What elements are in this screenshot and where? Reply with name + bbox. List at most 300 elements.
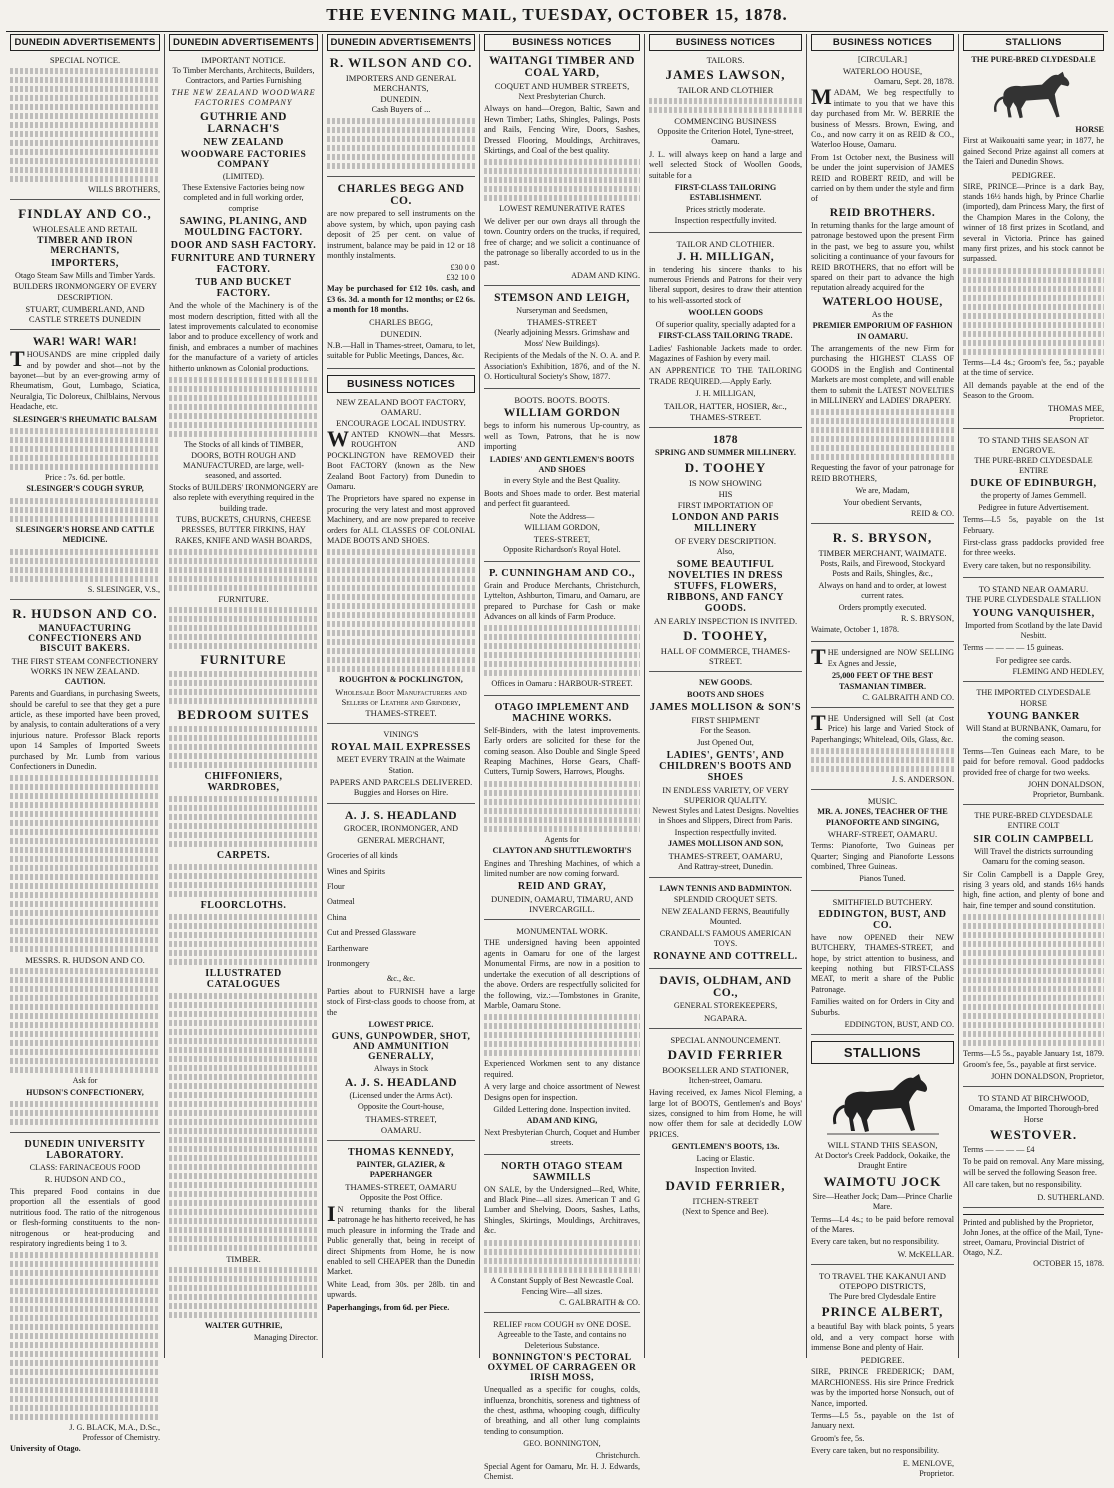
ad-heading: SPECIAL ANNOUNCEMENT. bbox=[670, 1034, 781, 1045]
ad-heading: WATERLOO HOUSE, bbox=[842, 66, 923, 77]
ad-title: WAIMOTU JOCK bbox=[823, 1173, 942, 1189]
ad-kennedy bbox=[327, 1147, 475, 1319]
ad-line: And Rattray-street, Dunedin. bbox=[677, 861, 774, 871]
ad-title: REID BROTHERS. bbox=[829, 206, 936, 219]
ad-line: Cash Buyers of ... bbox=[371, 105, 431, 114]
ad-line: To Timber Merchants, Architects, Builders, Contractors, and Parties Furnishing bbox=[172, 66, 315, 86]
ad-woodware bbox=[169, 55, 318, 1347]
ad-begg bbox=[327, 183, 475, 368]
ad-body: have now OPENED their NEW BUTCHERY, THAMES-STREET, and hope, by strict attention to business, and keeping nothing but FIRST-CLASS MEAT, to merit a share of the Public Patronage. bbox=[811, 932, 954, 994]
ad-title: CHARLES BEGG AND CO. bbox=[337, 183, 465, 208]
section-header: BUSINESS NOTICES bbox=[327, 375, 475, 393]
column-header: BUSINESS NOTICES bbox=[811, 34, 954, 51]
ad-line: Inspection respectfully invited. bbox=[674, 827, 777, 837]
ad-line: FURNITURE bbox=[200, 652, 287, 668]
masthead: THE EVENING MAIL, TUESDAY, OCTOBER 15, 1878. bbox=[326, 5, 788, 24]
ad-sawmills bbox=[484, 1161, 640, 1314]
ad-body: Grain and Produce Merchants, Christchurch, Lyttelton, Ashburton, Timaru, and Oamaru, are prepared to Purchase for Cash or make Advances on all kinds of Farm Produce. bbox=[484, 580, 640, 621]
ad-line: THAMES-STREET, OAMARU bbox=[345, 1181, 457, 1192]
ad-signature: R. S. BRYSON, bbox=[900, 614, 954, 624]
ad-line: FIRST-CLASS TAILORING TRADE. bbox=[658, 331, 793, 341]
ad-line: £30 0 0 bbox=[450, 263, 475, 273]
ad-line: Will Stand at BURNBANK, Oamaru, for the coming season. bbox=[966, 724, 1101, 744]
ad-mollison bbox=[649, 678, 802, 878]
ad-line: DUNEDIN. bbox=[380, 94, 422, 104]
column-header: DUNEDIN ADVERTISEMENTS bbox=[327, 34, 475, 51]
ad-body: Terms—L5 5s., payable January 1st, 1879. Groom's fee, 5s., payable at first service. bbox=[963, 1049, 1104, 1069]
ad-line: £32 10 0 bbox=[446, 273, 475, 283]
column-7 bbox=[958, 34, 1108, 1358]
ad-line: NEW ZEALAND FERNS, Beautifully Mounted. bbox=[661, 906, 790, 927]
ad-heading: SMITHFIELD BUTCHERY. bbox=[832, 896, 933, 907]
ad-line: WHOLESALE AND RETAIL bbox=[32, 224, 138, 234]
ad-title: EDDINGTON, BUST, AND CO. bbox=[818, 908, 947, 931]
ad-body: To be paid on removal. Any Mare missing, will be served the following Season free. bbox=[963, 1157, 1104, 1177]
ad-line: Orders promptly executed. bbox=[838, 602, 927, 612]
ad-line: CLASS: FARINACEOUS FOOD bbox=[29, 1163, 141, 1173]
ad-body-illegible bbox=[169, 671, 318, 704]
ad-line: DUNEDIN. bbox=[380, 329, 422, 340]
ad-body: ON SALE, by the Undersigned—Red, White, and Black Pine—all sizes. American T and G Lumber and Shelving, Doors, Sashes, Laths, Shingles, Skirtings, Mouldings, Architraves, &c. bbox=[484, 1184, 640, 1236]
ad-line: WOODWARE FACTORIES COMPANY bbox=[180, 149, 307, 170]
ad-heading: TO STAND NEAR OAMARU. bbox=[978, 584, 1089, 595]
ad-line: GENTLEMEN'S BOOTS, 13s. bbox=[671, 1142, 780, 1152]
ad-line: SLESINGER'S HORSE AND CATTLE MEDICINE. bbox=[15, 524, 155, 545]
ad-line: Nurseryman and Seedsmen, bbox=[516, 305, 608, 315]
ad-line: PEDIGREE. bbox=[1011, 169, 1056, 180]
ad-signature: EDDINGTON, BUST, AND CO. bbox=[844, 1019, 954, 1029]
ad-line: SAWING, PLANING, AND MOULDING FACTORY. bbox=[179, 216, 308, 239]
ad-line: R. HUDSON AND CO., bbox=[44, 1174, 126, 1184]
ad-body: First at Waikouaiti same year; in 1877, he gained Second Prize against all comers at the Taieri and Dunedin Shows. bbox=[963, 136, 1104, 167]
ad-line: TAILOR, HATTER, HOSIER, &c., bbox=[664, 400, 787, 411]
ad-line: Next Presbyterian Church. bbox=[518, 92, 606, 101]
ad-galbraith bbox=[811, 644, 954, 708]
ad-line: Always on hand and to order, at lowest current rates. bbox=[818, 580, 947, 601]
ad-body-illegible bbox=[811, 748, 954, 772]
ad-line: 1878 bbox=[713, 433, 738, 446]
ad-line: GUNS, GUNPOWDER, SHOT, AND AMMUNITION GENERALLY, bbox=[331, 1032, 471, 1063]
ad-body: Every care taken, but no responsibility. bbox=[963, 560, 1091, 570]
ad-line: Stocks of BUILDERS' IRONMONGERY are also replete with everything required in the building trade. bbox=[169, 482, 318, 513]
ad-line: TIMBER AND IRON MERCHANTS, bbox=[37, 236, 133, 256]
ad-davis bbox=[649, 975, 802, 1028]
ad-line: SPRING AND SUMMER MILLINERY. bbox=[655, 447, 796, 457]
ad-line: FIRST IMPORTATION OF bbox=[677, 499, 774, 510]
ad-title: THOMAS KENNEDY, bbox=[347, 1146, 455, 1158]
ad-line: These Extensive Factories being now completed and in full working order, comprise bbox=[182, 183, 305, 213]
ad-hudson bbox=[10, 606, 160, 1133]
ad-signature: J. H. MILLIGAN, bbox=[695, 389, 756, 399]
ad-body: Experienced Workmen sent to any distance required. bbox=[484, 1059, 640, 1079]
ad-line: At Doctor's Creek Paddock, Ookaike, the Draught Entire bbox=[814, 1150, 951, 1171]
ad-line: Ask for bbox=[72, 1076, 98, 1086]
ad-line: Waimate, October 1, 1878. bbox=[811, 625, 900, 635]
ad-line: Omarama, the Imported Thorough-bred Horse bbox=[968, 1104, 1099, 1124]
ad-body: Terms — — — — £4 bbox=[963, 1144, 1035, 1154]
ad-title: R. S. BRYSON, bbox=[832, 530, 933, 545]
ad-body: Terms—Ten Guineas each Mare, to be paid for before removal. Good paddocks provided free of charge for two weeks. bbox=[963, 746, 1104, 777]
ad-title: PRINCE ALBERT, bbox=[821, 1304, 944, 1320]
ad-body: IN returning thanks for the liberal patronage he has hitherto received, he has much pleasure in informing the Trade and Public generally that, being in receipt of direct Shipments from Home, he is now enabled to sell CHEAPER than the Dunedin Market. bbox=[327, 1200, 475, 1277]
ad-line: For pedigree see cards. bbox=[995, 655, 1072, 665]
ad-line: Always in Stock bbox=[373, 1064, 429, 1074]
ad-line: The Stocks of all kinds of TIMBER, DOORS, BOTH ROUGH AND MANUFACTURED, are large, well-seasoned, and assorted. bbox=[183, 440, 304, 481]
ad-line: Christchurch. bbox=[595, 1450, 640, 1460]
ad-signature: W. McKELLAR. bbox=[897, 1249, 954, 1259]
ad-body: From 1st October next, the Business will be under the joint supervision of JAMES REID and ROBERT REID, and will be carried on by them under the style and firm of bbox=[811, 152, 954, 204]
ad-signature: CHARLES BEGG, bbox=[369, 317, 433, 327]
ad-signature: Proprietor. bbox=[919, 1468, 954, 1478]
ad-body-illegible bbox=[169, 726, 318, 768]
ad-line: Your obedient Servants, bbox=[843, 497, 922, 507]
ad-footer: University of Otago. bbox=[10, 1444, 81, 1454]
ad-signature: Professor of Chemistry. bbox=[82, 1433, 160, 1443]
ad-line: Newest Styles and Latest Designs. Novelties in Shoes and Slippers, Direct from Paris. bbox=[652, 805, 799, 826]
ad-body: In returning thanks for the large amount of patronage bestowed upon the present Firm in the past, we beg to assure you, whilst soliciting a continuance of your favours for REID BROTHERS, that no effort will be spared on their part to advance the high reputation already acquired for the bbox=[811, 220, 954, 293]
ad-line: LOWEST REMUNERATIVE RATES bbox=[499, 204, 625, 214]
imprint-date: OCTOBER 15, 1878. bbox=[1033, 1258, 1104, 1268]
ad-line: PAINTER, GLAZIER, & PAPERHANGER bbox=[356, 1159, 446, 1180]
ad-signature: WILLS BROTHERS, bbox=[88, 185, 160, 194]
ad-body: SIRE, PRINCE—Prince is a dark Bay, stands 16½ hands high, by Prince Charlie (imported), dam Princess Mary, the first of the Champion Mares in the Colony, the winner of 18 first prizes in Scotland, and several in Victoria. Prince has gained many first prizes, and his stock cannot be surpassed. bbox=[963, 181, 1104, 264]
ad-heading: IMPORTANT NOTICE. bbox=[201, 55, 286, 65]
ad-prince bbox=[963, 55, 1104, 429]
ad-waitangi bbox=[484, 55, 640, 286]
ad-line: COQUET AND HUMBER STREETS, bbox=[494, 81, 630, 91]
column-3 bbox=[322, 34, 479, 1358]
ad-line: HORSE bbox=[1075, 125, 1104, 135]
ad-line: HIS bbox=[718, 488, 733, 499]
ad-line: in every Style and the Best Quality. bbox=[503, 476, 621, 486]
column-header: STALLIONS bbox=[963, 34, 1104, 51]
ad-reid-brothers bbox=[811, 55, 954, 524]
ad-line: TUB AND BUCKET FACTORY. bbox=[195, 277, 292, 300]
ad-line: BEDROOM SUITES bbox=[177, 707, 310, 723]
ad-title: DAVID FERRIER bbox=[667, 1046, 784, 1062]
ad-line: SPLENDID CROQUET SETS. bbox=[673, 895, 778, 905]
ad-body: THOUSANDS are mine crippled daily and by powder and shot—not by the bayonet—but by an ever-growing army of Rheumatism, Gout, Lumbago, Sciatica, Neuralgia, Tic Doloreux, Chilblains, Nervous Headache, etc. bbox=[10, 346, 160, 412]
ad-heading: TO STAND THIS SEASON AT ENGROVE. bbox=[978, 434, 1089, 455]
ad-line: PEDIGREE. bbox=[860, 1355, 905, 1366]
ad-line: FIRST SHIPMENT bbox=[691, 715, 760, 726]
ad-body-illegible bbox=[169, 377, 318, 437]
ad-line: (Licensed under the Arms Act). bbox=[349, 1090, 453, 1100]
ad-title: R. WILSON AND CO. bbox=[329, 55, 473, 70]
ad-line: TEES-STREET, bbox=[533, 534, 591, 545]
ad-line: LONDON AND PARIS MILLINERY bbox=[671, 511, 780, 534]
ad-title: OTAGO IMPLEMENT AND MACHINE WORKS. bbox=[494, 701, 630, 724]
ad-body: Every care taken, but no responsibility. bbox=[811, 1446, 939, 1456]
ad-line: THE NEW ZEALAND WOODWARE FACTORIES COMPANY bbox=[171, 87, 316, 108]
column-1 bbox=[6, 34, 164, 1454]
ad-line: PREMIER EMPORIUM OF FASHION IN OAMARU. bbox=[812, 321, 953, 341]
ad-lawson bbox=[649, 55, 802, 233]
ad-signature: ADAM AND KING. bbox=[571, 270, 640, 280]
ad-milligan bbox=[649, 239, 802, 428]
ad-line: Will Travel the districts surrounding Oamaru for the coming season. bbox=[974, 846, 1093, 867]
ad-body: Terms — — — — 15 guineas. bbox=[963, 643, 1064, 653]
ad-heading: TAILORS. bbox=[706, 55, 745, 65]
ad-signature: D. TOOHEY, bbox=[683, 628, 768, 644]
ad-title: THE PURE-BRED CLYDESDALE bbox=[971, 55, 1096, 64]
ad-bonnington bbox=[484, 1319, 640, 1488]
ad-body: SIRE, PRINCE FREDERICK; DAM, MARCHIONESS. His sire Prince Fredrick was by the imported horse Nonsuch, out of Nance, imported. bbox=[811, 1367, 954, 1408]
ad-line: the property of James Gemmell. bbox=[980, 491, 1087, 501]
ad-title: GUTHRIE AND LARNACH'S bbox=[200, 110, 287, 135]
ad-body: Self-Binders, with the latest improvements. Early orders are solicited for these for the coming season. Also Double and Single Speed Reaping Machines, Horse Gears, Chaff-Cutters, Turnip Sowers, Harrows, Ploughs. bbox=[484, 725, 640, 777]
ad-body-illegible bbox=[811, 409, 954, 460]
ad-line: NEW ZEALAND bbox=[203, 136, 284, 148]
goods-list-item: Flour bbox=[327, 882, 345, 891]
ad-line: [CIRCULAR.] bbox=[858, 55, 907, 64]
ad-title: JAMES LAWSON, bbox=[665, 67, 786, 82]
ad-signature: C. GALBRAITH & CO. bbox=[559, 1298, 640, 1308]
ad-body: THE Undersigned will Sell (at Cost Price) his large and Varied Stock of Paperhangings; Whitelead, Oils, Glass, &c. bbox=[811, 710, 954, 744]
ad-line: LADIES', GENTS', AND CHILDREN'S BOOTS AND SHOES bbox=[659, 749, 792, 783]
ad-heading: BOOTS. BOOTS. BOOTS. bbox=[514, 395, 610, 406]
ad-line: TUBS, BUCKETS, CHURNS, CHEESE PRESSES, BUTTER FIRKINS, HAY RAKES, KNIFE AND WASH BOARDS, bbox=[175, 514, 312, 545]
ad-line: NEW GOODS. bbox=[698, 678, 753, 688]
ad-line: Price : 7s. 6d. per bottle. bbox=[44, 473, 126, 483]
ad-music bbox=[811, 796, 954, 890]
column-4 bbox=[479, 34, 644, 1482]
ad-body: Having received, ex James Nicol Fleming, a large lot of BOOTS, Gentlemen's and Boys' sizes, consigned to him from Home, he will now offer them for sale at decidedly LOW PRICES. bbox=[649, 1088, 802, 1139]
column-header: BUSINESS NOTICES bbox=[649, 34, 802, 51]
ad-young-vanquisher bbox=[963, 584, 1104, 682]
ad-line: Wholesale Boot Manufacturers and Sellers of Leather and Grindery, bbox=[335, 686, 467, 707]
ad-line: The Pure bred Clydesdale Entire bbox=[829, 1291, 936, 1301]
ad-signature: RONAYNE AND COTTRELL. bbox=[653, 951, 798, 963]
ad-body-illegible bbox=[169, 607, 318, 649]
ad-signature: ROUGHTON & POCKLINGTON, bbox=[339, 675, 463, 685]
ad-toohey bbox=[649, 434, 802, 673]
ad-heading: NEW ZEALAND BOOT FACTORY, OAMARU. bbox=[336, 396, 466, 417]
ad-signature: ADAM AND KING, bbox=[526, 1116, 598, 1126]
ad-signature: S. SLESINGER, V.S., bbox=[87, 584, 160, 594]
ad-body: This prepared Food contains in due proportion all the essentials of good nutritious food. The ratio of the nitrogenous or flesh-forming constituents to the non-nitrogenous or heat-producing and respiratory ingredients being 1 to 3. bbox=[10, 1186, 160, 1248]
ad-laboratory bbox=[10, 1139, 160, 1461]
ad-body: in tendering his sincere thanks to his numerous Friends and Patrons for their very liberal support, desires to draw their attention to his well-assorted stock of bbox=[649, 264, 802, 305]
ad-gordon bbox=[484, 395, 640, 561]
ad-line: STUART, CUMBERLAND, AND CASTLE STREETS DUNEDIN bbox=[25, 304, 145, 325]
ad-body-illegible bbox=[10, 1252, 160, 1420]
ad-heading: TO TRAVEL THE KAKANUI AND OTEPOPO DISTRICTS, bbox=[819, 1270, 946, 1291]
ad-body-illegible bbox=[169, 549, 318, 591]
ad-signature: E. MENLOVE, bbox=[902, 1458, 954, 1468]
ad-line: Itchen-street, Oamaru. bbox=[688, 1075, 763, 1085]
ad-body: Engines and Threshing Machines, of which a limited number are now coming forward. bbox=[484, 858, 640, 879]
ad-signature: JOHN DONALDSON, Proprietor, bbox=[991, 1072, 1104, 1082]
ad-body-illegible bbox=[484, 781, 640, 832]
ad-body-illegible bbox=[10, 1101, 160, 1125]
ad-line: BUILDERS IRONMONGERY OF EVERY DESCRIPTION. bbox=[12, 282, 158, 302]
ad-sir-colin-campbell bbox=[963, 811, 1104, 1087]
ad-line: AN EARLY INSPECTION IS INVITED. bbox=[653, 616, 798, 627]
ad-signature: Managing Director. bbox=[253, 1332, 318, 1342]
ad-title: DUNEDIN UNIVERSITY LABORATORY. bbox=[24, 1139, 146, 1162]
ad-body: Every care taken, but no responsibility. bbox=[811, 1237, 939, 1247]
ad-body-illegible bbox=[484, 1240, 640, 1273]
ad-body-illegible bbox=[169, 914, 318, 965]
ad-prince-albert bbox=[811, 1271, 954, 1483]
ad-body-illegible bbox=[10, 549, 160, 582]
ad-body: All demands payable at the end of the Season to the Groom. bbox=[963, 380, 1104, 401]
ad-heading: SPECIAL NOTICE. bbox=[49, 55, 121, 65]
ad-line: DUNEDIN, OAMARU, TIMARU, AND INVERCARGILL. bbox=[490, 894, 634, 915]
ad-line: Gilded Lettering done. Inspection invited. bbox=[493, 1104, 631, 1114]
ad-line: THAMES-STREET. bbox=[365, 707, 437, 718]
ad-signature: J. S. ANDERSON. bbox=[891, 775, 954, 785]
ad-young-banker bbox=[963, 688, 1104, 805]
ad-headland bbox=[327, 810, 475, 1140]
ad-line: (Nearly adjoining Messrs. Grimshaw and Moss' New Buildings). bbox=[494, 328, 630, 348]
ad-line: NGAPARA. bbox=[704, 1012, 747, 1023]
ad-title: FINDLAY AND CO., bbox=[18, 206, 152, 221]
ad-line: Agents for bbox=[544, 834, 580, 844]
ad-body-illegible bbox=[327, 118, 475, 169]
masthead-rule bbox=[6, 31, 1108, 32]
ad-body-illegible bbox=[649, 98, 802, 113]
ad-line: Of superior quality, specially adapted for a bbox=[655, 319, 796, 329]
ad-line: Note the Address— bbox=[529, 511, 595, 521]
ad-body: Paperhangings, from 6d. per Piece. bbox=[327, 1302, 450, 1312]
ad-line: Agreeable to the Taste, and contains no Deleterious Substance. bbox=[497, 1330, 627, 1350]
ad-title: YOUNG BANKER bbox=[987, 711, 1080, 722]
ad-line: Opposite Richardson's Royal Hotel. bbox=[503, 545, 621, 555]
ad-line: Also, bbox=[716, 546, 735, 556]
ad-signature: REID & CO. bbox=[911, 509, 954, 518]
ad-body: a beautiful Bay with black points, 5 years old, and a very compact horse with immense Bone and plenty of Hair. bbox=[811, 1322, 954, 1353]
ad-line: Prices strictly moderate. bbox=[685, 204, 766, 214]
ad-bryson bbox=[811, 530, 954, 642]
ad-line: WATERLOO HOUSE, bbox=[822, 295, 943, 308]
ad-line: SOME BEAUTIFUL NOVELTIES IN DRESS STUFFS, FLOWERS, RIBBONS, AND FANCY GOODS. bbox=[667, 559, 784, 615]
ad-body-illegible bbox=[484, 1014, 640, 1056]
ad-wilson bbox=[327, 55, 475, 177]
ad-line: COMMENCING BUSINESS bbox=[674, 116, 777, 126]
ad-title: BONNINGTON'S PECTORAL OXYMEL OF CARRAGEEN OR IRISH MOSS, bbox=[487, 1353, 637, 1384]
goods-list bbox=[327, 851, 475, 969]
ad-line: Pianos Tuned. bbox=[859, 874, 906, 884]
ad-westover bbox=[963, 1093, 1104, 1207]
ad-line: LADIES' AND GENTLEMEN'S BOOTS AND SHOES bbox=[489, 454, 635, 474]
ad-findlay bbox=[10, 206, 160, 330]
ad-title: D. TOOHEY bbox=[684, 459, 767, 475]
ad-heading: TAILOR AND CLOTHIER. bbox=[676, 238, 775, 249]
ad-line: IMPORTERS, bbox=[51, 258, 119, 269]
ad-body-illegible bbox=[10, 428, 160, 470]
ad-body: And the whole of the Machinery is of the most modern description, fitted with all the latest improvements calculated to economise labor and to produce excellency of work and finish, and embraces a number of machines for the manufacture of a variety of articles hitherto unknown as Colonial productions. bbox=[169, 301, 318, 373]
ad-body: MADAM, We beg respectfully to intimate to you that we have this day purchased from Mr. W. BERRIE the business of Messrs. Brown, Ewing, and Co., and now carry it on as REID & CO., Waterloo House, Oamaru. bbox=[811, 84, 954, 150]
ad-body-illegible bbox=[963, 268, 1104, 355]
ad-vining bbox=[327, 730, 475, 805]
ad-line: &c., &c. bbox=[386, 974, 416, 984]
ad-body: Terms—L4 4s.; to be paid before removal of the Mares. bbox=[811, 1214, 954, 1234]
ad-line: FIRST-CLASS TAILORING ESTABLISHMENT. bbox=[674, 183, 777, 203]
ad-body: Ladies' Fashionable Jackets made to order. Magazines of Fashion by every mail. bbox=[649, 343, 802, 363]
ad-line: GROCER, IRONMONGER, AND bbox=[343, 824, 459, 834]
ad-line: THAMES-STREET. bbox=[689, 411, 762, 422]
ad-line: Opposite the Court-house, bbox=[357, 1102, 445, 1112]
ad-body-illegible bbox=[484, 625, 640, 676]
column-header: DUNEDIN ADVERTISEMENTS bbox=[169, 34, 318, 51]
ad-line: CAUTION. bbox=[64, 676, 106, 686]
ad-line: MESSRS. R. HUDSON AND CO. bbox=[25, 955, 145, 966]
ad-line: THE IMPORTED CLYDESDALE HORSE bbox=[976, 688, 1091, 708]
ad-body: May be purchased for £12 10s. cash, and £3 6s. 3d. a month for 12 months; or £2 6s. a month for 18 months. bbox=[327, 284, 475, 315]
ad-body: White Lead, from 30s. per 28lb. tin and upwards. bbox=[327, 1279, 475, 1300]
ad-line: MEET EVERY TRAIN at the Waimate Station. bbox=[336, 755, 466, 775]
ad-line: HALL OF COMMERCE, THAMES-STREET. bbox=[660, 646, 791, 667]
ad-title: JAMES MOLLISON & SON'S bbox=[649, 702, 802, 714]
ad-line: OF EVERY DESCRIPTION. bbox=[674, 535, 777, 546]
ad-special-notice bbox=[10, 55, 160, 200]
ad-line: Otago Steam Saw Mills and Timber Yards. bbox=[14, 271, 156, 280]
goods-list-item: Ironmongery bbox=[327, 959, 370, 969]
ad-title: J. H. MILLIGAN, bbox=[676, 250, 775, 263]
ad-signature: THOMAS MEE, bbox=[1048, 403, 1104, 413]
ad-boot-factory bbox=[327, 397, 475, 724]
ad-title: R. HUDSON AND CO. bbox=[12, 605, 158, 621]
ad-body: A very large and choice assortment of Newest Designs open for inspection. bbox=[484, 1082, 640, 1102]
goods-list-item: China bbox=[327, 912, 347, 922]
ad-line: For the Season. bbox=[700, 726, 751, 736]
ad-heading: RELIEF from COUGH by ONE DOSE. bbox=[492, 1319, 631, 1330]
ad-line: (Next to Spence and Bee). bbox=[682, 1206, 769, 1216]
ad-heading: MUSIC. bbox=[867, 796, 898, 807]
ad-line: ILLUSTRATED CATALOGUES bbox=[205, 968, 282, 991]
ad-body: Terms—L5 5s., payable on the 1st of January next. bbox=[811, 1411, 954, 1431]
ad-line: THAMES-STREET, OAMARU, bbox=[668, 850, 783, 861]
stallions-section-header: STALLIONS bbox=[811, 1041, 954, 1064]
ad-line: THAMES-STREET bbox=[527, 317, 597, 328]
ad-line: FURNITURE. bbox=[218, 594, 269, 605]
ad-body: Requesting the favor of your patronage for REID BROTHERS, bbox=[811, 463, 954, 483]
ad-body-illegible bbox=[10, 68, 160, 182]
ad-ronayne bbox=[649, 884, 802, 969]
ad-line: GENERAL MERCHANT, bbox=[357, 835, 445, 845]
ad-line: As the bbox=[871, 309, 894, 319]
ad-line: FURNITURE AND TURNERY FACTORY. bbox=[171, 253, 316, 276]
ad-stemson bbox=[484, 292, 640, 389]
ad-line: CHIFFONIERS, WARDROBES, bbox=[204, 771, 283, 794]
ad-line: Buggies and Horses on Hire. bbox=[353, 787, 449, 797]
ad-body: Parents and Guardians, in purchasing Sweets, should be careful to see that they get a pure article, as these imported have been proved, by analysis, to contain adulterations of a very injurious nature. Professor Black reports upon 14 Samples of Imported Sweets purchased by Mr. Lumb from various Confectioners in Dunedin. bbox=[10, 689, 160, 771]
ad-title: STEMSON AND LEIGH, bbox=[494, 291, 630, 304]
ad-body: AN APPRENTICE TO THE TAILORING TRADE REQUIRED.—Apply Early. bbox=[649, 366, 802, 386]
ad-body: Special Agent for Oamaru, Mr. H. J. Edwards, Chemist. bbox=[484, 1461, 640, 1482]
ad-line: Offices in Oamaru : HARBOUR-STREET. bbox=[491, 679, 633, 689]
ad-line: DOOR AND SASH FACTORY. bbox=[170, 240, 317, 252]
ad-line: CRANDALL'S FAMOUS AMERICAN TOYS. bbox=[659, 928, 792, 949]
ad-line: Opposite the Post Office. bbox=[359, 1192, 443, 1202]
ad-line: Oamaru, Sept. 28, 1878. bbox=[874, 77, 954, 87]
ad-ferrier bbox=[649, 1035, 802, 1222]
ad-line: THE PURE-BRED CLYDESDALE ENTIRE COLT bbox=[974, 811, 1093, 831]
ad-body: The arrangements of the new Firm for purchasing the HIGHEST CLASS OF GOODS in the English and Continental Markets are most complete, and will enable them to submit the LATEST NOVELTIES in MILLINERY and LADIES' DRAPERY. bbox=[811, 343, 955, 405]
ad-line: THE FIRST STEAM CONFECTIONERY WORKS IN NEW ZEALAND. bbox=[11, 655, 159, 676]
ad-duke bbox=[963, 435, 1104, 579]
ad-heading: MONUMENTAL WORK. bbox=[516, 926, 608, 937]
ad-body: WANTED KNOWN—that Messrs. ROUGHTON AND POCKLINGTON have REMOVED their Boot FACTORY (known as the New Zealand Boot Factory) from Dunedin to Oamaru. bbox=[327, 425, 475, 491]
ad-line: PAPERS AND PARCELS DELIVERED. bbox=[329, 776, 473, 787]
ad-body: First-class grass paddocks provided free for three weeks. bbox=[963, 537, 1104, 558]
ad-signature: C. GALBRAITH AND CO. bbox=[862, 693, 954, 703]
newspaper-columns bbox=[6, 34, 1108, 1482]
ad-title: SIR COLIN CAMPBELL bbox=[973, 833, 1094, 845]
ad-line: Opposite the Criterion Hotel, Tyne-street, Oamaru. bbox=[657, 127, 794, 147]
